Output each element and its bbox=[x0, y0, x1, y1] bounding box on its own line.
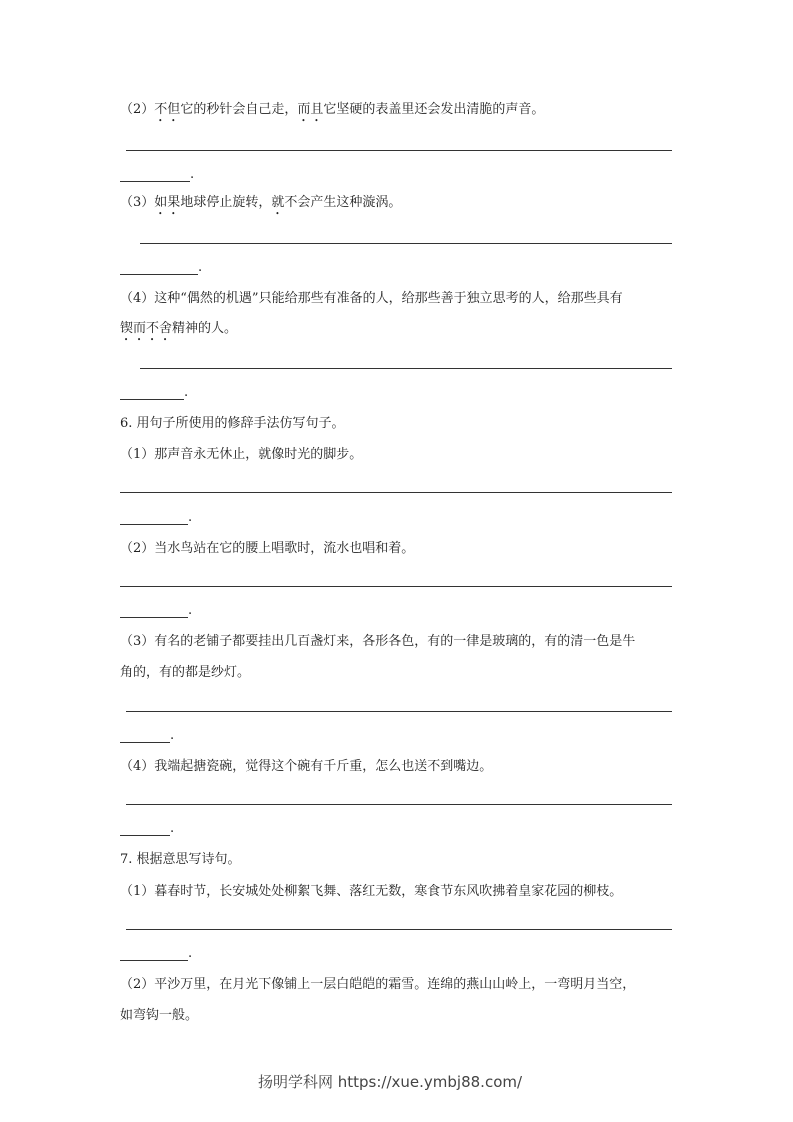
answer-line-short[interactable] bbox=[120, 960, 188, 961]
footer-watermark: 扬明学科网 https://xue.ymbj88.com/ bbox=[258, 1073, 523, 1091]
answer-line[interactable] bbox=[140, 368, 672, 369]
q5-item4-line1: （4）这种“偶然的机遇”只能给那些有准备的人，给那些善于独立思考的人，给那些具有 bbox=[120, 291, 623, 306]
q6-heading: 6. 用句子所使用的修辞手法仿写句子。 bbox=[120, 416, 345, 431]
answer-period: . bbox=[188, 603, 193, 618]
answer-line-short[interactable] bbox=[120, 399, 184, 400]
answer-line[interactable] bbox=[140, 243, 672, 244]
answer-period: . bbox=[190, 167, 195, 182]
answer-period: . bbox=[170, 728, 175, 743]
q7-heading: 7. 根据意思写诗句。 bbox=[120, 852, 241, 867]
answer-line[interactable] bbox=[126, 711, 672, 712]
q6-item2: （2）当水鸟站在它的腰上唱歌时，流水也唱和着。 bbox=[120, 541, 415, 556]
q6-item3-line2: 角的，有的都是纱灯。 bbox=[120, 665, 251, 680]
answer-line[interactable] bbox=[126, 150, 672, 151]
answer-line-short[interactable] bbox=[120, 181, 190, 182]
answer-period: . bbox=[170, 821, 175, 836]
answer-line[interactable] bbox=[126, 929, 672, 930]
answer-line[interactable] bbox=[120, 586, 672, 587]
answer-period: . bbox=[198, 260, 203, 275]
q6-item4: （4）我端起搪瓷碗，觉得这个碗有千斤重，怎么也送不到嘴边。 bbox=[120, 759, 493, 774]
q6-item1: （1）那声音永无休止，就像时光的脚步。 bbox=[120, 447, 363, 462]
q5-item4-line2: 锲而不舍精神的人。 bbox=[120, 321, 238, 336]
answer-line[interactable] bbox=[120, 492, 672, 493]
q7-item2-line1: （2）平沙万里，在月光下像铺上一层白皑皑的霜雪。连绵的燕山山岭上，一弯明月当空， bbox=[120, 977, 636, 992]
q6-item3-line1: （3）有名的老铺子都要挂出几百盏灯来，各形各色，有的一律是玻璃的，有的清一色是牛 bbox=[120, 634, 636, 649]
answer-line-short[interactable] bbox=[120, 742, 170, 743]
q7-item1: （1）暮春时节，长安城处处柳絮飞舞、落红无数，寒食节东风吹拂着皇家花园的柳枝。 bbox=[120, 884, 623, 899]
q7-item2-line2: 如弯钩一般。 bbox=[120, 1008, 199, 1023]
q5-item2: （2）不但它的秒针会自己走，而且它坚硬的表盖里还会发出清脆的声音。 bbox=[120, 102, 545, 117]
q5-item3: （3）如果地球停止旋转，就不会产生这种漩涡。 bbox=[120, 195, 402, 210]
answer-line-short[interactable] bbox=[120, 274, 198, 275]
answer-period: . bbox=[188, 510, 193, 525]
answer-period: . bbox=[188, 946, 193, 961]
answer-period: . bbox=[184, 385, 189, 400]
answer-line-short[interactable] bbox=[120, 835, 170, 836]
answer-line-short[interactable] bbox=[120, 524, 188, 525]
answer-line-short[interactable] bbox=[120, 617, 188, 618]
answer-line[interactable] bbox=[126, 804, 672, 805]
